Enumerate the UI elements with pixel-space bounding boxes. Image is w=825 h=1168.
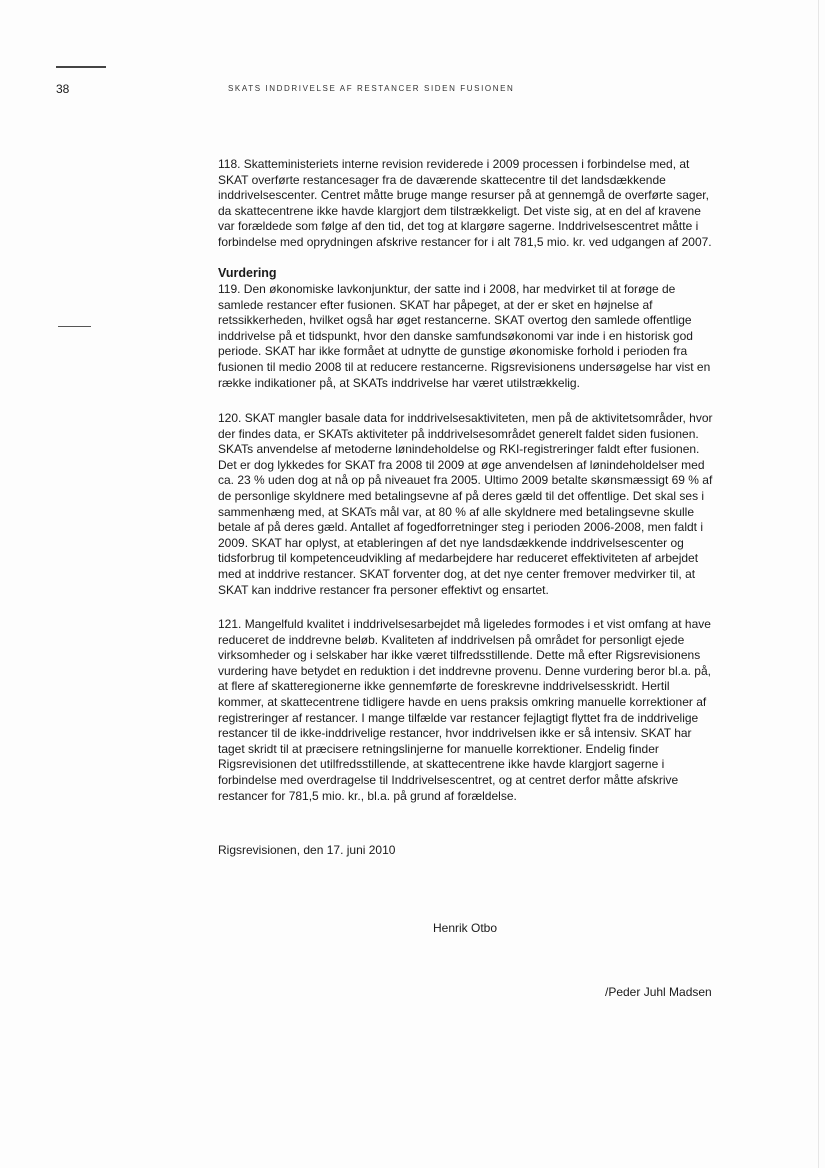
signatory-2: /Peder Juhl Madsen — [605, 985, 712, 999]
margin-mark — [58, 326, 91, 327]
running-header: SKATS INDDRIVELSE AF RESTANCER SIDEN FUSIONEN — [228, 84, 515, 93]
paragraph-121: 121. Mangelfuld kvalitet i inddrivelsesarbejdet må ligeledes formodes i et vist omfang at have reduceret de inddrevne beløb. Kvaliteten af inddrivelsen på området for personligt ejede virksomheder og i selskaber har ikke været tilfredsstillende. Dette må efter Rigsrevisionens vurdering have betydet en reduktion i det inddrevne provenu. Denne vurdering beror bl.a. på, at flere af skatteregionerne ikke gennemførte de foreskrevne inddrivelsesskridt. Hertil kommer, at skattecentrene tidligere havde en uens praksis omkring manuelle korrektioner af registreringer af restancer. I mange tilfælde var restancer fejlagtigt flyttet fra de inddrivelige restancer til de ikke-inddrivelige restancer, hvor inddrivelsen ikke er så intensiv. SKAT har taget skridt til at præcisere retningslinjerne for manuelle korrektioner. Endelig finder Rigsrevisionen det utilfredsstillende, at skattecentrene ikke havde klargjort sagerne i forbindelse med overdragelse til Inddrivelsescentret, og at centret derfor måtte afskrive restancer for 781,5 mio. kr., bl.a. på grund af forældelse. — [218, 617, 711, 803]
paragraph-119: 119. Den økonomiske lavkonjunktur, der satte ind i 2008, har medvirket til at forøge de samlede restancer efter fusionen. SKAT har påpeget, at der er sket en højnelse af retssikkerheden, hvilket også har øget restancerne. SKAT overtog den samlede offentlige inddrivelse på et tidspunkt, hvor den danske samfundsøkonomi var inde i en historisk god periode. SKAT har ikke formået at udnytte de gunstige økonomiske forhold i perioden fra fusionen til medio 2008 til at reducere restancerne. Rigsrevisionens undersøgelse har vist en række indikationer på, at SKATs inddrivelse har været utilstrækkelig. — [218, 282, 711, 390]
place-date: Rigsrevisionen, den 17. juni 2010 — [218, 843, 396, 857]
page-edge-line — [818, 0, 819, 1168]
signatory-1: Henrik Otbo — [433, 921, 498, 935]
paragraph-120: 120. SKAT mangler basale data for inddrivelsesaktiviteten, men på de aktivitetsområder, hvor der findes data, er SKATs aktiviteter på inddrivelsesområdet generelt faldet siden fusionen. SKATs anvendelse af metoderne lønindeholdelse og RKI-registreringer faldt efter fusionen. Det er dog lykkedes for SKAT fra 2008 til 2009 at øge anvendelsen af lønindeholdelser med ca. 23 % uden dog at nå op på niveauet fra 2005. Ultimo 2009 betalte skønsmæssigt 69 % af de personlige skyldnere med betalingsevne af på deres gæld til det offentlige. Det skal ses i sammenhæng med, at SKATs mål var, at 80 % af alle skyldnere med betalingsevne skulle betale af på deres gæld. Antallet af fogedforretninger steg i perioden 2006-2008, men faldt i 2009. SKAT har oplyst, at etableringen af det nye landsdækkende inddrivelsescenter og tidsforbrug til kompetenceudvikling af medarbejdere har reduceret effektiviteten af arbejdet med at inddrive restancer. SKAT forventer dog, at det nye center fremover medvirker til, at SKAT kan inddrive restancer fra personer effektivt og ensartet. — [218, 411, 713, 597]
paragraph-118: 118. Skatteministeriets interne revision reviderede i 2009 processen i forbindelse med, at SKAT overførte restancesager fra de daværende skattecentre til det landsdækkende inddrivelsescenter. Centret måtte bruge mange resurser på at gennemgå de overførte sager, da skattecentrene ikke havde klargjort dem tilstrækkeligt. Det viste sig, at en del af kravene var forældede som følge af den tid, det tog at klargøre sagerne. Inddrivelsescentret måtte i forbindelse med oprydningen afskrive restancer for i alt 781,5 mio. kr. ved udgangen af 2007. — [218, 157, 712, 249]
header-rule — [56, 66, 106, 68]
page-number: 38 — [56, 82, 70, 96]
section-heading-vurdering: Vurdering — [218, 266, 277, 280]
